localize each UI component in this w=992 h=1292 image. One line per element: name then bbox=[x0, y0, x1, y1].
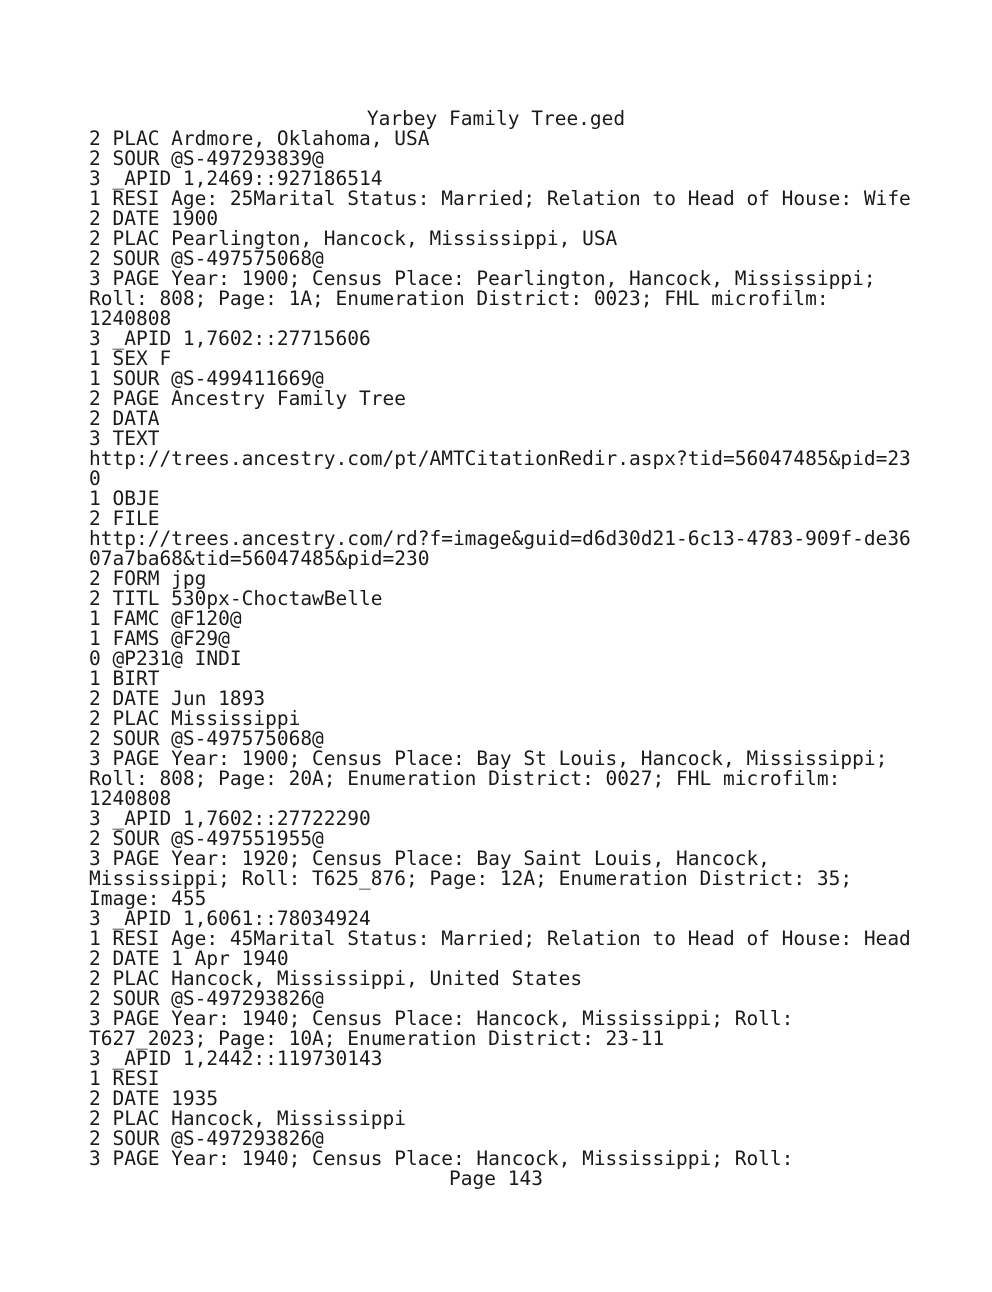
gedcom-line: 3 PAGE Year: 1920; Census Place: Bay Saint Louis, Hancock, bbox=[89, 847, 770, 870]
gedcom-line: 2 PLAC Pearlington, Hancock, Mississippi, USA bbox=[89, 227, 618, 250]
gedcom-line: 3 _APID 1,6061::78034924 bbox=[89, 907, 371, 930]
gedcom-line: 1 SEX F bbox=[89, 347, 172, 370]
gedcom-line: 2 DATA bbox=[89, 407, 160, 430]
gedcom-line: 3 _APID 1,7602::27722290 bbox=[89, 807, 371, 830]
gedcom-line: 3 PAGE Year: 1900; Census Place: Pearlington, Hancock, Mississippi; bbox=[89, 267, 876, 290]
gedcom-line: 3 TEXT bbox=[89, 427, 160, 450]
gedcom-line: 1 FAMS @F29@ bbox=[89, 627, 230, 650]
gedcom-line: 2 SOUR @S-497575068@ bbox=[89, 727, 324, 750]
gedcom-line: 2 PLAC Mississippi bbox=[89, 707, 301, 730]
gedcom-line: 2 DATE 1 Apr 1940 bbox=[89, 947, 289, 970]
gedcom-line: 2 PAGE Ancestry Family Tree bbox=[89, 387, 406, 410]
gedcom-line: http://trees.ancestry.com/pt/AMTCitationRedir.aspx?tid=56047485&pid=23 bbox=[89, 447, 911, 470]
gedcom-line: 2 DATE 1900 bbox=[89, 207, 219, 230]
gedcom-line: 2 TITL 530px-ChoctawBelle bbox=[89, 587, 383, 610]
gedcom-line: 3 PAGE Year: 1940; Census Place: Hancock, Mississippi; Roll: bbox=[89, 1147, 794, 1170]
gedcom-line: 3 PAGE Year: 1900; Census Place: Bay St Louis, Hancock, Mississippi; bbox=[89, 747, 888, 770]
gedcom-line: 2 PLAC Ardmore, Oklahoma, USA bbox=[89, 127, 430, 150]
document-title: Yarbey Family Tree.ged bbox=[366, 107, 626, 130]
gedcom-line: 1 RESI Age: 25Marital Status: Married; Relation to Head of House: Wife bbox=[89, 187, 911, 210]
gedcom-line: 2 DATE Jun 1893 bbox=[89, 687, 266, 710]
gedcom-line: 3 PAGE Year: 1940; Census Place: Hancock, Mississippi; Roll: bbox=[89, 1007, 794, 1030]
gedcom-line: 0 bbox=[89, 467, 101, 490]
gedcom-line: 2 SOUR @S-497575068@ bbox=[89, 247, 324, 270]
page-number: Page 143 bbox=[449, 1167, 543, 1190]
gedcom-record-text bbox=[89, 129, 949, 1169]
gedcom-line: 1240808 bbox=[89, 307, 172, 330]
gedcom-line: 07a7ba68&tid=56047485&pid=230 bbox=[89, 547, 430, 570]
gedcom-line: 1 RESI Age: 45Marital Status: Married; Relation to Head of House: Head bbox=[89, 927, 911, 950]
gedcom-line: 1 BIRT bbox=[89, 667, 160, 690]
gedcom-line: Mississippi; Roll: T625_876; Page: 12A; Enumeration District: 35; bbox=[89, 867, 853, 890]
gedcom-line: 3 _APID 1,2442::119730143 bbox=[89, 1047, 383, 1070]
gedcom-line: 1 RESI bbox=[89, 1067, 160, 1090]
gedcom-line: 2 FILE bbox=[89, 507, 160, 530]
gedcom-line: 1 FAMC @F120@ bbox=[89, 607, 242, 630]
gedcom-line: http://trees.ancestry.com/rd?f=image&guid=d6d30d21-6c13-4783-909f-de36 bbox=[89, 527, 911, 550]
gedcom-line: 2 SOUR @S-497293826@ bbox=[89, 987, 324, 1010]
gedcom-line: T627_2023; Page: 10A; Enumeration District: 23-11 bbox=[89, 1027, 665, 1050]
gedcom-line: 3 _APID 1,2469::927186514 bbox=[89, 167, 383, 190]
gedcom-line: 2 SOUR @S-497293839@ bbox=[89, 147, 324, 170]
gedcom-line: 2 SOUR @S-497551955@ bbox=[89, 827, 324, 850]
gedcom-line: 2 PLAC Hancock, Mississippi bbox=[89, 1107, 406, 1130]
gedcom-line: 2 DATE 1935 bbox=[89, 1087, 219, 1110]
gedcom-line: 1 SOUR @S-499411669@ bbox=[89, 367, 324, 390]
gedcom-line: 2 FORM jpg bbox=[89, 567, 207, 590]
gedcom-line: Roll: 808; Page: 20A; Enumeration District: 0027; FHL microfilm: bbox=[89, 767, 841, 790]
gedcom-line: Image: 455 bbox=[89, 887, 207, 910]
gedcom-line: 3 _APID 1,7602::27715606 bbox=[89, 327, 371, 350]
gedcom-line: 1240808 bbox=[89, 787, 172, 810]
gedcom-line: 1 OBJE bbox=[89, 487, 160, 510]
gedcom-line: 2 SOUR @S-497293826@ bbox=[89, 1127, 324, 1150]
gedcom-line: 2 PLAC Hancock, Mississippi, United States bbox=[89, 967, 583, 990]
gedcom-line: 0 @P231@ INDI bbox=[89, 647, 242, 670]
gedcom-line: Roll: 808; Page: 1A; Enumeration District: 0023; FHL microfilm: bbox=[89, 287, 829, 310]
